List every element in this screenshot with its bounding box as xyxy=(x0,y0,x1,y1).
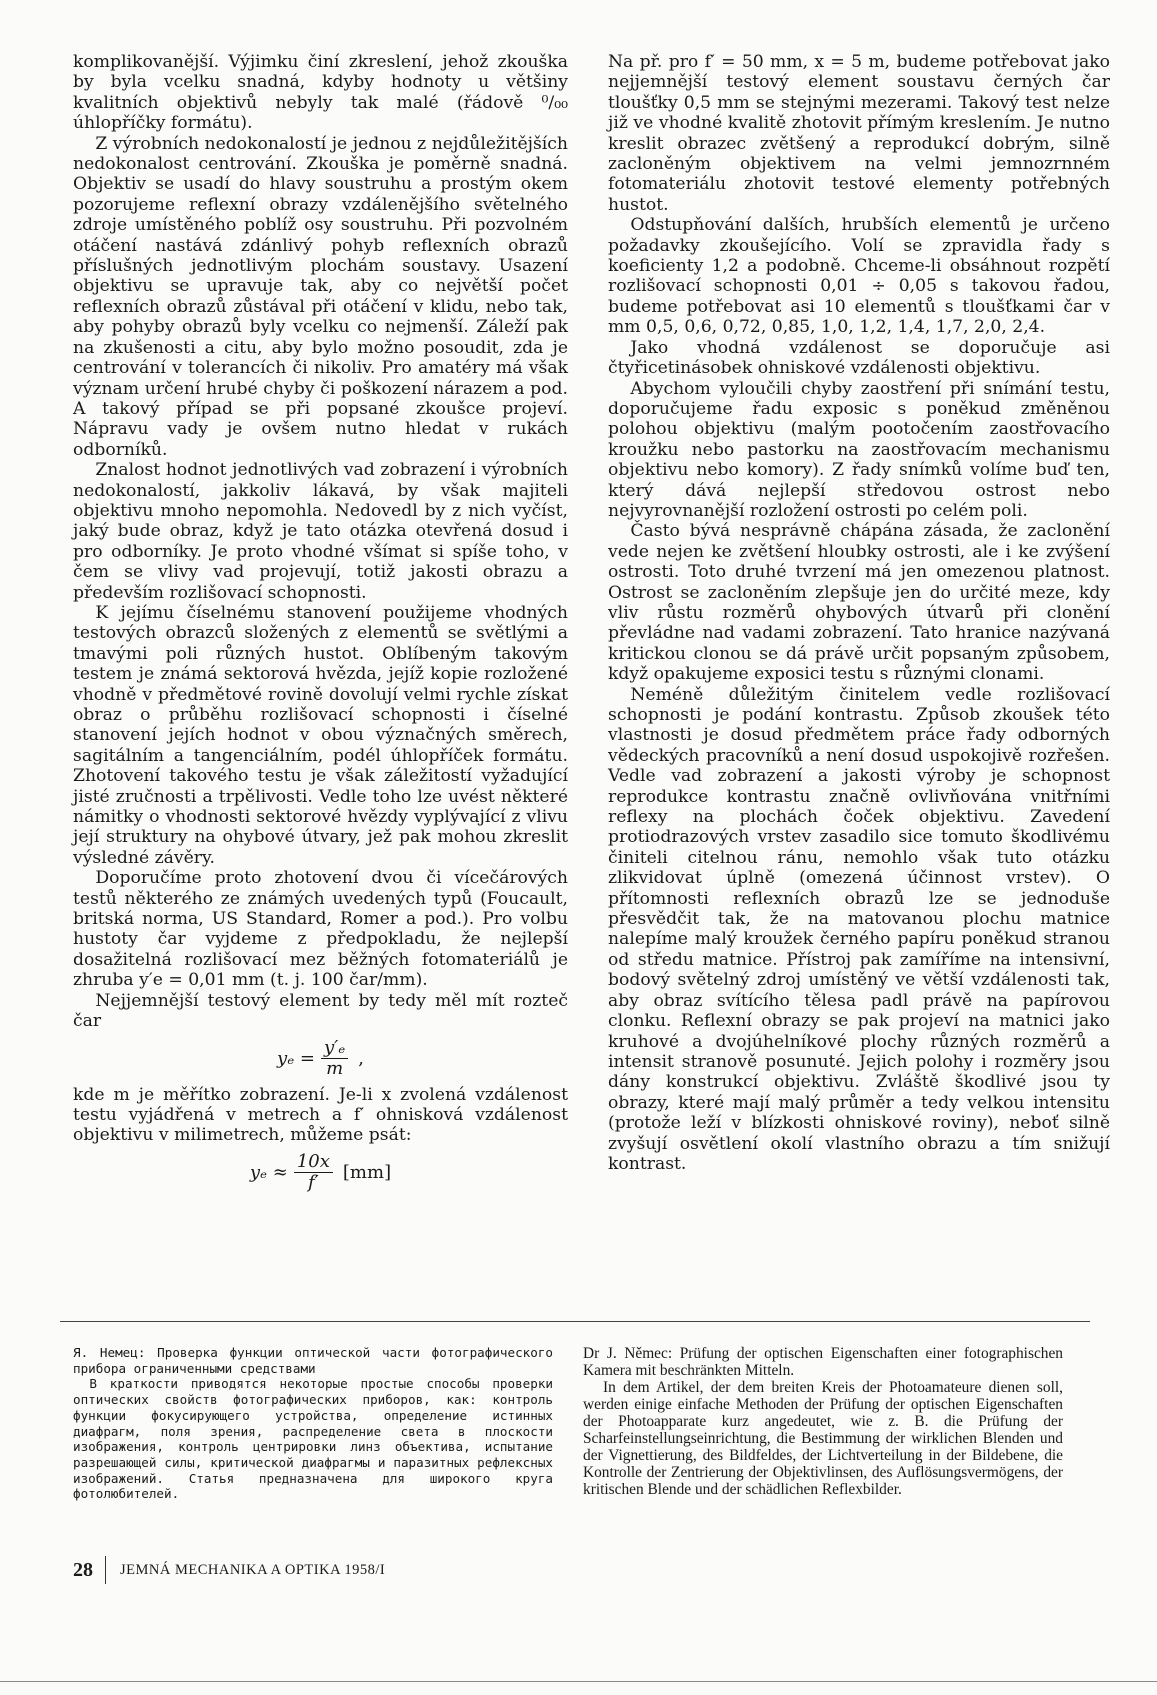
left-column xyxy=(73,52,568,1199)
abstract-title: Я. Немец: Проверка функции оптической части фотографического прибора ограниченными средствами xyxy=(73,1345,553,1376)
paragraph: Často bývá nesprávně chápána zásada, že zaclonění vede nejen ke zvětšení hloubky ostrosti, ale i ke zvýšení ostrosti. Toto druhé tvrzení má jen omezenou platnost. Ostrost se zacloněním zlepšuje jen do určité meze, kdy vliv růstu rozměrů ohybových útvarů při clonění převládne nad vadami zobrazení. Tato hranice nazývaná kritickou clonou se dá právě určit popsaným způsobem, když opakujeme exposici testu s různými clonami. xyxy=(608,521,1110,685)
abstract-text: В краткости приводятся некоторые простые способы проверки оптических свойств фотографических приборов, как: контроль функции фокусирующего устройства, определение истинных диафрагм, поля зрения, распределение света в плоскости изображения, контроль центрировки линз объектива, испытание разрешающей силы, критической диафрагмы и паразитных рефлексных изображений. Статья предназначена для широкого круга фотолюбителей. xyxy=(73,1376,553,1502)
page-number: 28 xyxy=(73,1558,93,1581)
paragraph: K jejímu číselnému stanovení použijeme vhodných testových obrazců složených z elementů se světlými a tmavými poli různých hustot. Oblíbeným takovým testem je známá sektorová hvězda, jejíž kopie rozložené vhodně v předmětové rovině dovolují velmi rychle získat obraz o průběhu rozlišovací schopnosti i číselné stanovení jejích hodnot v obou význačných směrech, sagitálním a tangenciálním, podél úhlopříček formátu. Zhotovení takového testu je však záležitostí vyžadující jisté zručnosti a trpělivosti. Vedle toho lze uvést některé námitky o vhodnosti sektorové hvězdy vyplývající z vlivu její struktury na ohybové útvary, jež pak mohou zkreslit výsledné závěry. xyxy=(73,602,568,868)
abstract-russian xyxy=(73,1345,553,1502)
formula-fraction xyxy=(321,1038,348,1079)
formula-numerator: y′ₑ xyxy=(321,1038,348,1059)
formula-element-width xyxy=(73,1152,568,1193)
abstract-german xyxy=(583,1345,1063,1498)
formula-lhs: yₑ ≈ xyxy=(249,1161,288,1183)
formula-tail: , xyxy=(358,1047,364,1069)
paragraph: Znalost hodnot jednotlivých vad zobrazení i výrobních nedokonalostí, jakkoliv lákavá, by však majiteli objektivu mnoho nepomohla. Nedovedl by z nich vyčíst, jaký bude obraz, když je tato otázka otevřená dosud i pro odborníky. Je proto vhodné všímat si spíše toho, v čem se vlivy vad projevují, totiž jakosti obrazu a především rozlišovací schopnosti. xyxy=(73,460,568,603)
formula-denominator: f′ xyxy=(308,1171,319,1193)
formula-lhs: yₑ = xyxy=(277,1047,315,1069)
paragraph: Nejjemnější testový element by tedy měl mít rozteč čar xyxy=(73,990,568,1032)
section-divider xyxy=(60,1321,1090,1322)
formula-fraction xyxy=(294,1152,333,1193)
paragraph: Neméně důležitým činitelem vedle rozlišovací schopnosti je podání kontrastu. Způsob zkoušek této vlastnosti je dosud předmětem práce řady odborných vědeckých pracovníků a není dosud uspokojivě rozřešen. Vedle vad zobrazení a jakosti výroby je schopnost reprodukce kontrastu značně ovlivňována vnitřními reflexy na plochách čoček objektivu. Zavedení protiodrazových vrstev zasadilo sice tomuto škodlivému činiteli citelnou ránu, nemohlo však tuto otázku zlikvidovat úplně (omezená účinnost vrstev). O přítomnosti reflexních obrazů lze se jednoduše přesvědčit tak, že na matovanou plochu matnice nalepíme malý kroužek černého papíru poněkud stranou od středu matnice. Přístroj pak zamíříme na intensivní, bodový světelný zdroj umístěný ve větší vzdálenosti tak, aby obraz svítícího tělesa padl právě na papírovou clonku. Reflexní obrazy se pak projeví na matnici jako kruhové a dvojúhelníkové plochy různých rozměrů a intensit stranově posunuté. Jejich polohy i rozměry jsou dány konstrukcí objektivu. Zvláště škodlivé jsou ty obrazy, které mají malý průměr a tedy velkou intensitu (protože leží v blízkosti ohniskové roviny), neboť silně zvyšují osvětlení okolí vlastního obrazu a tím snižují kontrast. xyxy=(608,684,1110,1174)
paragraph: Na př. pro f′ = 50 mm, x = 5 m, budeme potřebovat jako nejjemnější testový element soustavu černých čar tloušťky 0,5 mm se stejnými mezerami. Takový test nelze již ve vhodné kvalitě zhotovit přímým kreslením. Je nutno kreslit obrazec zvětšený a reprodukcí dobrým, silně zacloněným objektivem na velmi jemnozrnném fotomateriálu zhotovit testové elementy potřebných hustot. xyxy=(608,52,1110,215)
paragraph: Doporučíme proto zhotovení dvou či vícečárových testů některého ze známých uvedených typů (Foucault, britská norma, US Standard, Romer a pod.). Pro volbu hustoty čar vyjdeme z předpokladu, že nejlepší dosažitelná rozlišovací mez běžných fotomateriálů je zhruba y′e = 0,01 mm (t. j. 100 čar/mm). xyxy=(73,868,568,991)
paragraph: Odstupňování dalších, hrubších elementů je určeno požadavky zkoušejícího. Volí se zpravidla řady s koeficienty 1,2 a podobně. Chceme-li obsáhnout rozpětí rozlišovací schopnosti 0,01 ÷ 0,05 s takovou řadou, budeme potřebovat asi 10 elementů s tloušťkami čar v mm 0,5, 0,6, 0,72, 0,85, 1,0, 1,2, 1,4, 1,7, 2,0, 2,4. xyxy=(608,215,1110,338)
formula-unit: [mm] xyxy=(342,1161,392,1183)
paragraph: Z výrobních nedokonalostí je jednou z nejdůležitějších nedokonalost centrování. Zkouška je poměrně snadná. Objektiv se usadí do hlavy soustruhu a prostým okem pozorujeme reflexní obrazy vzdálenějšího světelného zdroje umístěného poblíž osy soustruhu. Při pozvolném otáčení nastává zdánlivý pohyb reflexních obrazů příslušných jednotlivým plochám soustavy. Usazení objektivu se upravuje tak, aby co největší počet reflexních obrazů zůstával při otáčení v klidu, nebo tak, aby pohyby obrazů byly vcelku co nejmenší. Záleží pak na zkušenosti a citu, aby bylo možno posoudit, zda je centrování v tolerancích či nikoliv. Pro amatéry má však význam určení hrubé chyby či poškození nárazem a pod. A takový případ se při popsané zkoušce projeví. Nápravu vady je ovšem nutno hledat v rukách odborníků. xyxy=(73,133,568,460)
formula-numerator: 10x xyxy=(294,1152,333,1173)
paragraph: Abychom vyloučili chyby zaostření při snímání testu, doporučujeme řadu exposic s poněkud změněnou polohou objektivu (malým pootočením zaostřovacího kroužku nebo pastorku na zaostřovacím mechanismu objektivu nebo komory). Z řady snímků volíme buď ten, který dává nejlepší středovou ostrost nebo nejvyrovnanější rozložení ostrosti po celém poli. xyxy=(608,378,1110,521)
right-column xyxy=(608,52,1110,1174)
paragraph: Jako vhodná vzdálenost se doporučuje asi čtyřicetinásobek ohniskové vzdálenosti objektivu. xyxy=(608,337,1110,379)
journal-name: JEMNÁ MECHANIKA A OPTIKA 1958/I xyxy=(120,1561,386,1578)
abstract-title: Dr J. Němec: Prüfung der optischen Eigenschaften einer fotographischen Kamera mit beschränkten Mitteln. xyxy=(583,1345,1063,1379)
scan-edge-line xyxy=(0,1681,1157,1682)
paragraph: kde m je měřítko zobrazení. Je-li x zvolená vzdálenost testu vyjádřená v metrech a f′ ohnisková vzdálenost objektivu v milimetrech, můžeme psát: xyxy=(73,1084,568,1146)
abstract-text: In dem Artikel, der dem breiten Kreis der Photoamateure dienen soll, werden einige einfache Methoden der Prüfung der optischen Eigenschaften der Photoapparate kurz angedeutet, wie z. B. die Prüfung der Scharfeinstellungseinrichtung, die Bestimmung der wirklichen Blenden und der Vignettierung, des Bildfeldes, der Lichtverteilung in der Bildebene, die Kontrolle der Zentrierung der Objektivlinsen, des Auflösungsvermögens, der kritischen Blende und der schädlichen Reflexbilder. xyxy=(583,1379,1063,1498)
page-footer xyxy=(73,1556,385,1584)
formula-line-spacing xyxy=(73,1038,568,1079)
formula-denominator: m xyxy=(326,1057,344,1079)
footer-separator xyxy=(105,1556,106,1584)
paragraph: komplikovanější. Výjimku činí zkreslení, jehož zkouška by byla vcelku snadná, kdyby hodnoty u většiny kvalitních objektivů nebyly tak malé (řádově ⁰/₀₀ úhlopříčky formátu). xyxy=(73,52,568,134)
